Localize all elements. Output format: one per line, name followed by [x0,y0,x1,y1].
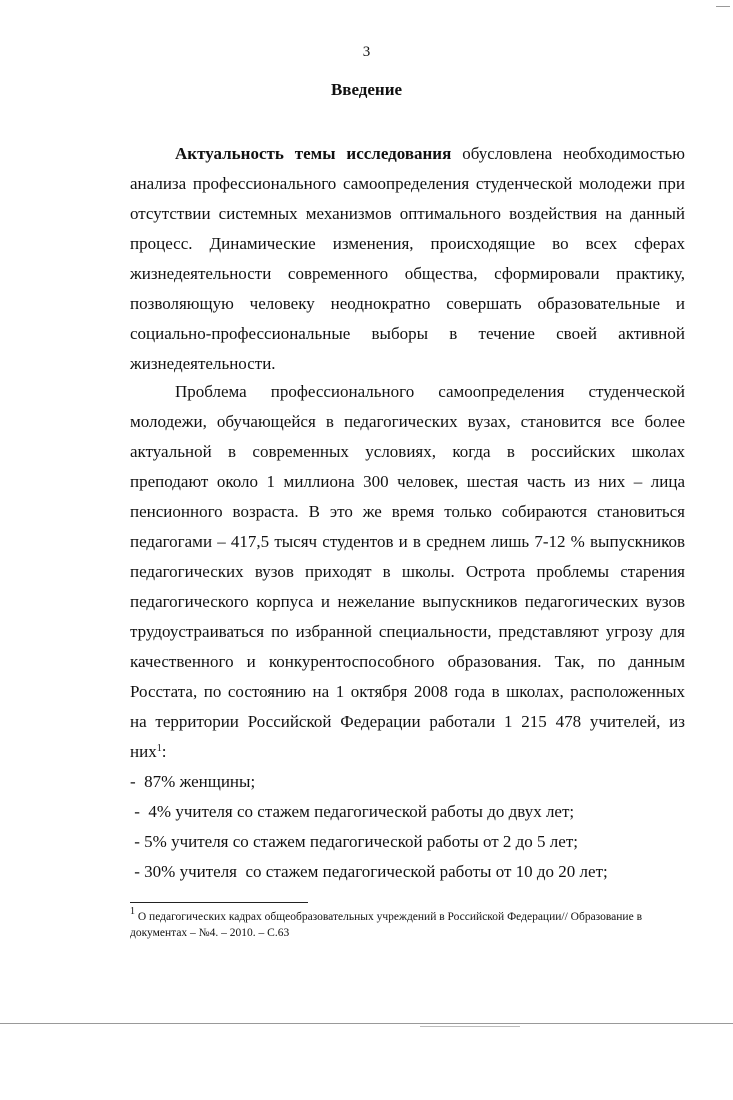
text-line: педагогического корпуса и нежелание выпускников педагогических вузов [130,592,685,611]
text-line: анализа профессионального самоопределения студенческой молодежи при [130,174,685,193]
text-line: трудоустраиваться по избранной специальности, представляют угрозу для [130,622,685,641]
text-line: жизнедеятельности. [130,354,276,373]
list-item: - 30% учителя со стажем педагогической работы от 10 до 20 лет; [130,862,608,881]
bold-lead: Актуальность темы исследования [175,144,452,163]
text-line: педагогических вузов приходят в школы. Острота проблемы старения [130,562,685,581]
text-line: актуальной в современных условиях, когда в российских школах [130,442,685,461]
list-item: - 87% женщины; [130,772,256,791]
text-line: педагогами – 417,5 тысяч студентов и в среднем лишь 7-12 % выпускников [130,532,685,551]
text-line: качественного и конкурентоспособного образования. Так, по данным [130,652,685,671]
text-line: преподают около 1 миллиона 300 человек, шестая часть из них – лица [130,472,685,491]
footnote-line: документах – №4. – 2010. – С.63 [130,927,290,939]
list-item: - 4% учителя со стажем педагогической работы до двух лет; [130,802,575,821]
text-line: пенсионного возраста. В это же время только собираются становиться [130,502,685,521]
footnote-separator [130,902,308,903]
text-line: на территории Российской Федерации работали 1 215 478 учителей, из [130,712,685,731]
text-line: процесс. Динамические изменения, происходящие во всех сферах [130,234,685,253]
text-line: Актуальность темы исследования обусловлена необходимостью [175,144,685,163]
text-line: отсутствии системных механизмов оптимального воздействия на данный [130,204,685,223]
list-item: - 5% учителя со стажем педагогической работы от 2 до 5 лет; [130,832,578,851]
text-line: позволяющую человеку неоднократно совершать образовательные и [130,294,685,313]
text-line: Проблема профессионального самоопределения студенческой [175,382,685,401]
scan-edge-mark [716,6,730,7]
page-bottom-edge-mark [420,1026,520,1027]
page-number: 3 [362,44,371,60]
footnote-line: $^1$ О педагогических кадрах общеобразовательных учреждений в Российской Федерации// Образование в [130,906,642,923]
footnote-marker: 1 [130,906,135,917]
text-line: социально-профессиональные выборы в течение своей активной [130,324,685,343]
footnote-reference: 1 [156,743,162,754]
text-line: Росстата, по состоянию на 1 октября 2008 года в школах, расположенных [130,682,685,701]
section-heading: Введение [330,80,403,99]
text-line: жизнедеятельности современного общества, сформировали практику, [130,264,685,283]
text-line: них$^1$: [130,742,167,761]
page-bottom-edge [0,1023,733,1024]
text-line: молодежи, обучающейся в педагогических вузах, становится все более [130,412,685,431]
